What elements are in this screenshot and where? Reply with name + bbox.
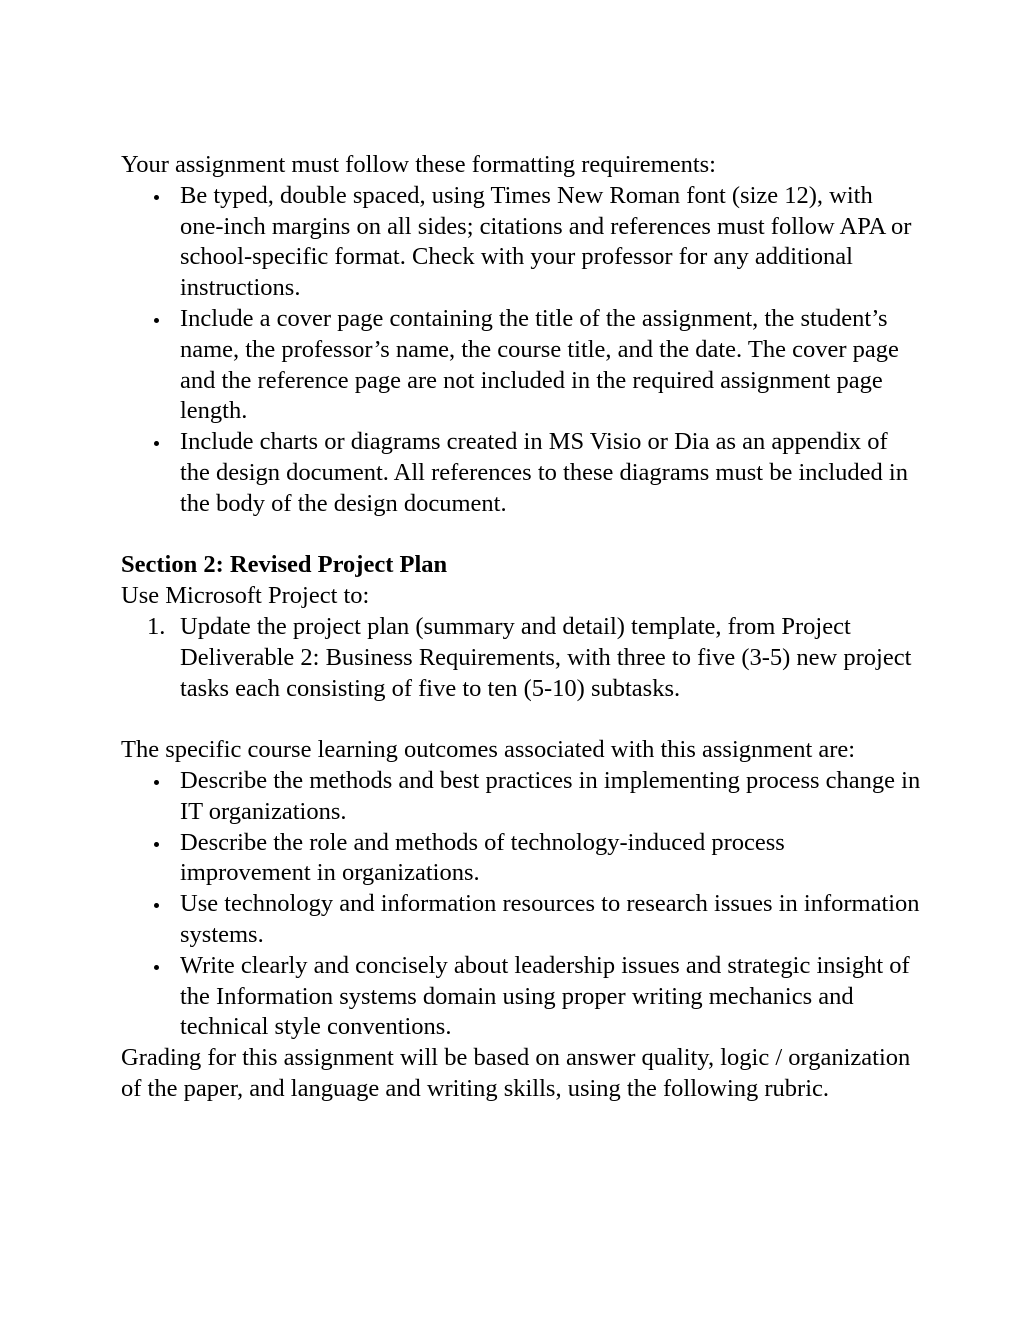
list-item-text: Describe the role and methods of technology-induced process improvement in organizations.: [180, 828, 785, 887]
spacer: [121, 520, 921, 551]
list-item-text: Describe the methods and best practices in implementing process change in IT organizations.: [180, 766, 921, 825]
list-item: [121, 951, 921, 1043]
outcomes-list: [121, 766, 921, 1043]
project-steps-list: [121, 612, 921, 704]
formatting-requirements-list: [121, 181, 921, 520]
section-heading: Section 2: Revised Project Plan: [121, 551, 448, 579]
list-item-text: Include charts or diagrams created in MS Visio or Dia as an appendix of the design document. All references to these diagrams must be included in the body of the design document.: [180, 428, 908, 517]
formatting-intro: Your assignment must follow these formatting requirements:: [121, 151, 716, 178]
document-page: [121, 150, 921, 1105]
list-item-number: 1.: [147, 612, 166, 640]
list-item-text: Update the project plan (summary and detail) template, from Project Deliverable 2: Business Requirements, with three to five (3-5) new project tasks each consisting of five to ten (5-10) subtasks.: [180, 612, 912, 702]
list-item-text: Include a cover page containing the title of the assignment, the student’s name, the professor’s name, the course title, and the date. The cover page and the reference page are not included in the required assignment page length.: [180, 304, 899, 425]
list-item: [121, 304, 921, 427]
list-item: [121, 889, 921, 951]
outcomes-intro: The specific course learning outcomes associated with this assignment are:: [121, 736, 856, 764]
list-item-text: Write clearly and concisely about leadership issues and strategic insight of the Information systems domain using proper writing mechanics and technical style conventions.: [180, 951, 910, 1041]
section-lead: Use Microsoft Project to:: [121, 582, 370, 610]
list-item-text: Use technology and information resources to research issues in information systems.: [180, 890, 920, 948]
list-item: [121, 766, 921, 828]
grading-paragraph: Grading for this assignment will be based on answer quality, logic / organization of the paper, and language and writing skills, using the following rubric.: [121, 1044, 911, 1102]
list-item: [121, 612, 921, 704]
list-item: [121, 828, 921, 890]
list-item-text: Be typed, double spaced, using Times New Roman font (size 12), with one-inch margins on all sides; citations and references must follow APA or school-specific format. Check with your professor for any additional instructions.: [180, 181, 912, 302]
list-item: [121, 181, 921, 304]
list-item: [121, 427, 921, 519]
spacer: [121, 704, 921, 735]
